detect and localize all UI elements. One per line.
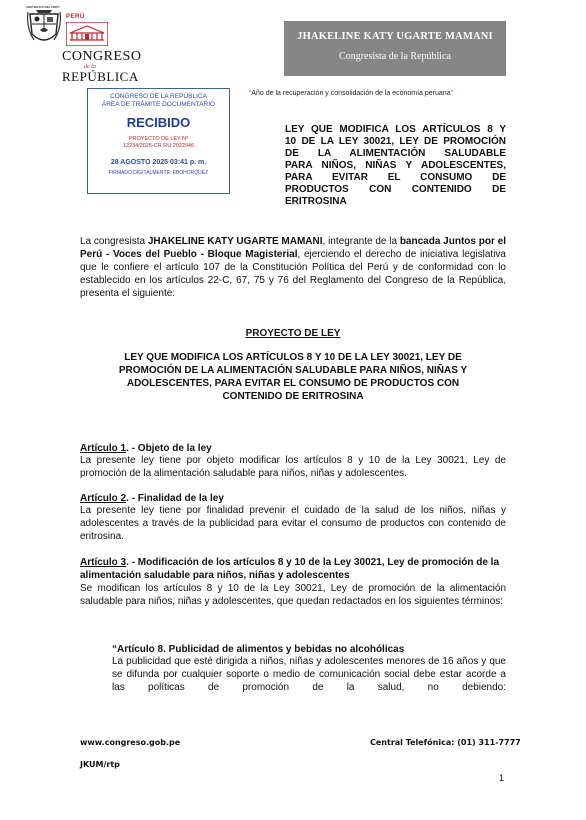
ley-title: LEY QUE MODIFICA LOS ARTÍCULOS 8 Y 10 DE LA LEY 30021, LEY DE PROMOCIÓN DE LA ALIMENTACIÓN SALUDABLE PARA NIÑOS, NIÑAS Y ADOLESCENTES, PARA EVITAR EL CONSUMO DE PRODUCTOS CON CONTENIDO DE ERITROSINA xyxy=(118,352,468,402)
document-title-block xyxy=(285,124,506,208)
article-1 xyxy=(80,443,506,480)
peru-tag: PERÚ xyxy=(66,14,85,20)
article-label: Artículo 2 xyxy=(80,493,127,504)
received-stamp xyxy=(87,88,230,194)
stamp-signature: FIRMADO DIGITALMENTE: EBOHORQUEZ xyxy=(108,170,209,176)
logo-republica: REPÚBLICA xyxy=(62,69,139,84)
seal-caption: REPÚBLICA DEL PERÚ xyxy=(26,5,60,9)
article-2 xyxy=(80,493,506,543)
article-title: . - Modificación de los artículos 8 y 10 de la Ley 30021, Ley de promoción de la alimentación saludable para niños, niñas y adolescentes xyxy=(80,557,500,581)
footer-initials: JKUM/rtp xyxy=(80,760,120,769)
stamp-proyecto-label: PROYECTO DE LEY Nº xyxy=(128,136,189,142)
title-line: PARA EVITAR EL CONSUMO DE xyxy=(285,172,506,183)
article-title: . - Finalidad de la ley xyxy=(126,493,224,504)
quoted-article-body: La publicidad que esté dirigida a niños, niñas y adolescentes menores de 16 años y que se difunda por cualquier soporte o medio de comunicación social debe estar acorde a las políticas de promoción de la salud, no debiendo: xyxy=(112,656,506,693)
stamp-line1: CONGRESO DE LA REPÚBLICA xyxy=(110,93,207,100)
footer-telephone: Central Telefónica: (01) 311-7777 xyxy=(370,738,521,747)
quoted-article-8 xyxy=(112,644,506,694)
article-3 xyxy=(80,556,506,608)
title-line: DE LA ALIMENTACIÓN SALUDABLE xyxy=(285,148,506,159)
article-title: . - Objeto de la ley xyxy=(126,443,212,454)
title-line: 10 DE LA LEY 30021, LEY DE PROMOCIÓN xyxy=(285,136,506,147)
congresista-role: Congresista de la República xyxy=(339,51,451,62)
congreso-logo xyxy=(22,5,142,86)
stamp-status: RECIBIDO xyxy=(126,115,191,130)
congresista-header xyxy=(284,21,506,76)
year-motto-text: Año de la recuperación y consolidación de la economía peruana xyxy=(251,90,451,97)
logo-dela: de la xyxy=(84,64,96,70)
article-body: Se modifican los artículos 8 y 10 de la Ley 30021, Ley de promoción de la alimentación saludable para niños, niñas y adolescentes, que quedan redactados en los siguientes términos: xyxy=(80,583,506,607)
quoted-article-heading: “Artículo 8. Publicidad de alimentos y bebidas no alcohólicas xyxy=(112,644,405,655)
intro-text: La congresista xyxy=(80,236,148,247)
stamp-proyecto-number: 12234/2025-CR RU 2022946 xyxy=(122,143,195,149)
title-line: ERITROSINA xyxy=(285,196,347,207)
title-line: PRODUCTOS CON CONTENIDO DE xyxy=(285,184,506,195)
article-body: La presente ley tiene por objeto modificar los artículos 8 y 10 de la Ley 30021, Ley de promoción de la alimentación saludable para niños, niñas y adolescentes. xyxy=(80,455,506,479)
proyecto-heading: PROYECTO DE LEY xyxy=(245,328,341,339)
footer-website: www.congreso.gob.pe xyxy=(80,738,181,747)
logo-congreso: CONGRESO xyxy=(62,49,142,64)
congress-building-icon xyxy=(66,22,108,46)
article-body: La presente ley tiene por finalidad prevenir el cuidado de la salud de los niños, niñas y adolescentes a través de la publicidad para evitar el consumo de productos con contenido de eritrosina. xyxy=(80,505,506,542)
intro-bancada: bancada Juntos por el Perú - Voces del Pueblo - Bloque Magisterial xyxy=(80,236,506,260)
intro-congresista-name: JHAKELINE KATY UGARTE MAMANI xyxy=(147,236,323,247)
article-label: Artículo 3 xyxy=(80,557,127,568)
title-line: PARA NIÑOS, NIÑAS Y ADOLESCENTES, xyxy=(285,160,506,171)
intro-text: , integrante de la xyxy=(322,236,400,247)
page-number: 1 xyxy=(499,773,505,783)
national-seal-icon xyxy=(26,8,62,48)
intro-paragraph xyxy=(80,235,506,300)
intro-text: , ejerciendo el derecho de iniciativa legislativa que le confiere el artículo 107 de la Constitución Política del Perú y de conformidad con lo establecido en los artículos 22-C, 67, 75 y 76 del Reglamento del Congreso de la República, presenta el siguiente: xyxy=(80,249,506,299)
year-motto: “Año de la recuperación y consolidación de la economía peruana” xyxy=(249,90,453,97)
title-line: LEY QUE MODIFICA LOS ARTÍCULOS 8 Y xyxy=(285,124,506,135)
article-label: Artículo 1 xyxy=(80,443,127,454)
stamp-line2: ÁREA DE TRÁMITE DOCUMENTARIO xyxy=(101,101,216,108)
congresista-name: JHAKELINE KATY UGARTE MAMANI xyxy=(297,31,493,42)
stamp-datetime: 28 AGOSTO 2025 03:41 p. m. xyxy=(110,159,207,166)
